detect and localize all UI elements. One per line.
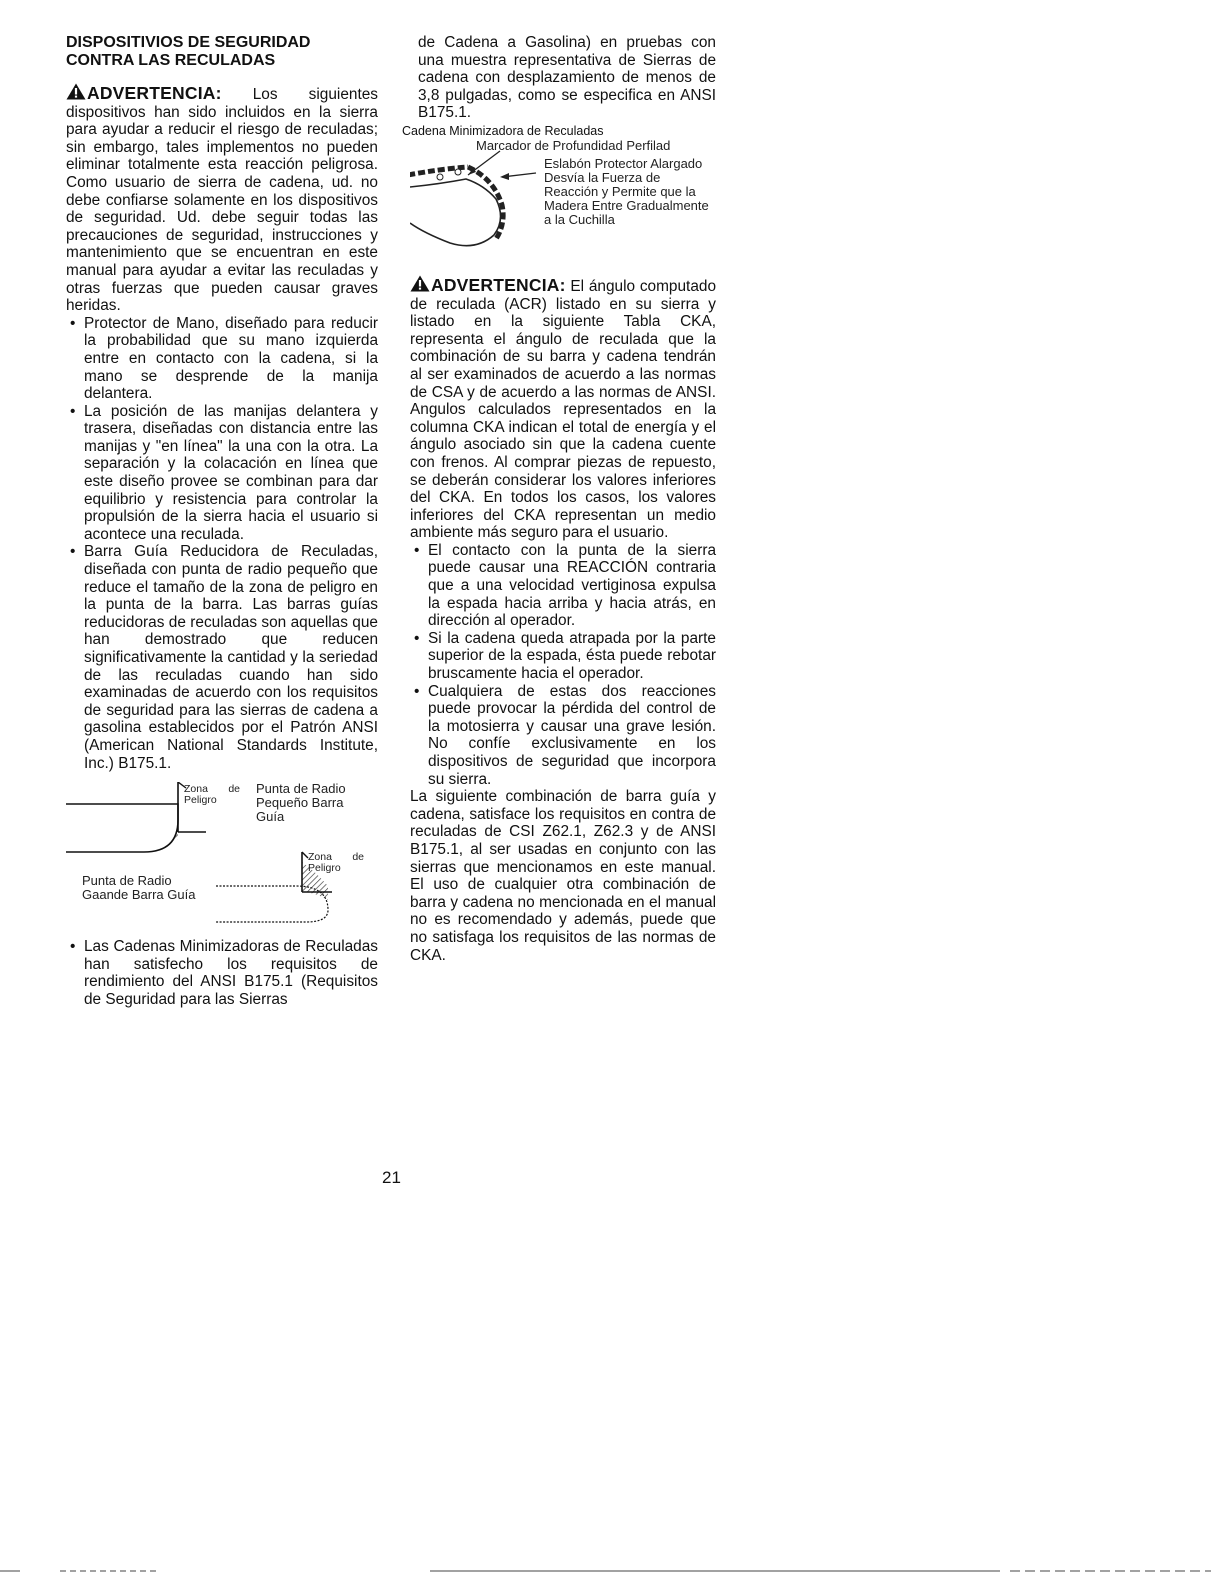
left-column [66, 34, 378, 1009]
small-radius-tip-label: Punta de Radio Pequeño Barra Guía [256, 781, 346, 825]
list-item: • Barra Guía Reducidora de Reculadas, diseñada con punta de radio pequeño que reduce el tamaño de la zona de peligro en la punta de la barra. Las barras guías reducidoras de reculadas son aquellas que han demostrado que reducen significativamente la cantidad y la seriedad de las reculadas cuando han sido examinadas de acuerdo con los requisitos de seguridad para las sierras de cadena a gasolina establecidos por el Patrón ANSI (American National Standards Institute, Inc.) B175.1. [66, 543, 378, 772]
warning-paragraph-2 [410, 275, 716, 542]
danger-zone-label-2: Zona de Peligro [308, 851, 364, 875]
kickback-reaction-list [410, 542, 716, 788]
low-kickback-chain-diagram [410, 139, 716, 263]
right-column [402, 34, 716, 964]
chain-figure-caption: Cadena Minimizadora de Reculadas [402, 123, 604, 138]
list-item: • Protector de Mano, diseñado para reducir la probabilidad que su mano izquierda entre en contacto con la cadena, si la mano se desprende de la manija delantera. [66, 315, 378, 403]
guard-link-label: Eslabón Protector Alargado Desvía la Fuerza de Reacción y Permite que la Madera Entre Gradualmente a la Cuchilla [544, 155, 709, 227]
list-item: • Las Cadenas Minimizadoras de Reculadas han satisfecho los requisitos de rendimiento del ANSI B175.1 (Requisitos de Seguridad para las Sierras [66, 938, 378, 1008]
page-number: 21 [382, 1168, 401, 1187]
warning-text: Los siguientes dispositivos han sido incluidos en la sierra para ayudar a reducir el riesgo de reculadas; sin embargo, tales implementos no pueden eliminar totalmente esta reacción peligrosa. Como usuario de sierra de cadena, ud. no debe confiarse solamente en los dispositivos de seguridad. Ud. debe seguir todas las precauciones de seguridad, instrucciones y mantenimiento que se encuentran en este manual para ayudar a evitar las reculadas y otras fuerzas que pueden causar graves heridas. [66, 86, 378, 315]
warning-label: ADVERTENCIA: [431, 274, 566, 295]
danger-zone-label-1: Zona de Peligro [184, 783, 240, 807]
list-item: • Si la cadena queda atrapada por la parte superior de la espada, ésta puede rebotar bruscamente hacia el operador. [410, 630, 716, 683]
continued-paragraph: de Cadena a Gasolina) en pruebas con una muestra representativa de Sierras de cadena con desplazamiento de menos de 3,8 pulgadas, como se especifica en ANSI B175.1. [418, 34, 716, 122]
warning-text: El ángulo computado de reculada (ACR) listado en su sierra y listado en la siguiente Tabla CKA, representa el ángulo de reculada que la combinación de su barra y cadena tendrán al ser examinados de acuerdo a las normas de CSA y de acuerdo a las normas de ANSI. Angulos calculados representados en la columna CKA indican el total de energía y el ángulo asociado sin que la cadena cuente con frenos. Al comprar piezas de repuesto, se deberán considerar los valores inferiores del CKA. En todos los casos, los valores inferiores del CKA representan un medio ambiente más seguro para el usuario. [410, 277, 716, 542]
warning-label: ADVERTENCIA: [87, 83, 222, 103]
list-item: • El contacto con la punta de la sierra puede causar una REACCIÓN contraria que a una velocidad vertiginosa expulsa la espada hacia arriba y hacia atrás, en dirección al operador. [410, 542, 716, 630]
safety-device-list [66, 315, 378, 772]
heading-line-1: DISPOSITIVIOS DE SEGURIDAD [66, 34, 311, 51]
large-radius-tip-label: Punta de Radio Gaande Barra Guía [82, 873, 196, 903]
list-item: • Cualquiera de estas dos reacciones puede provocar la pérdida del control de la motosierra y causar una grave lesión. No confíe exclusivamente en los dispositivos de seguridad que incorpora su sierra. [410, 683, 716, 789]
chain-list [66, 938, 378, 1008]
scan-footer-marks [0, 1559, 1211, 1573]
warning-paragraph-1 [66, 83, 378, 315]
guide-bar-tip-diagram [66, 782, 378, 930]
warning-triangle-icon [66, 83, 86, 100]
heading-line-2: CONTRA LAS RECULADAS [66, 52, 276, 69]
closing-paragraph: La siguiente combinación de barra guía y cadena, satisface los requisitos en contra de reculadas de CSI Z62.1, Z62.3 y de ANSI B175.1, al ser usadas en conjunto con las sierras que mencionamos en este manual. El uso de cualquier otra combinación de barra y cadena no mencionada en el manual no es recomendado y además, puede que no satisfaga los requisitos de las normas de CKA. [410, 788, 716, 964]
section-heading [66, 34, 378, 70]
warning-triangle-icon [410, 275, 430, 292]
list-item: • La posición de las manijas delantera y trasera, diseñadas con distancia entre las manijas y "en línea" la una con la otra. La separación y la colacación en línea que este diseño provee se combinan para dar equilibrio y resistencia para controlar la propulsión de la sierra hacia el usuario si acontece una reculada. [66, 403, 378, 544]
depth-gauge-label: Marcador de Profundidad Perfilad [476, 137, 671, 153]
